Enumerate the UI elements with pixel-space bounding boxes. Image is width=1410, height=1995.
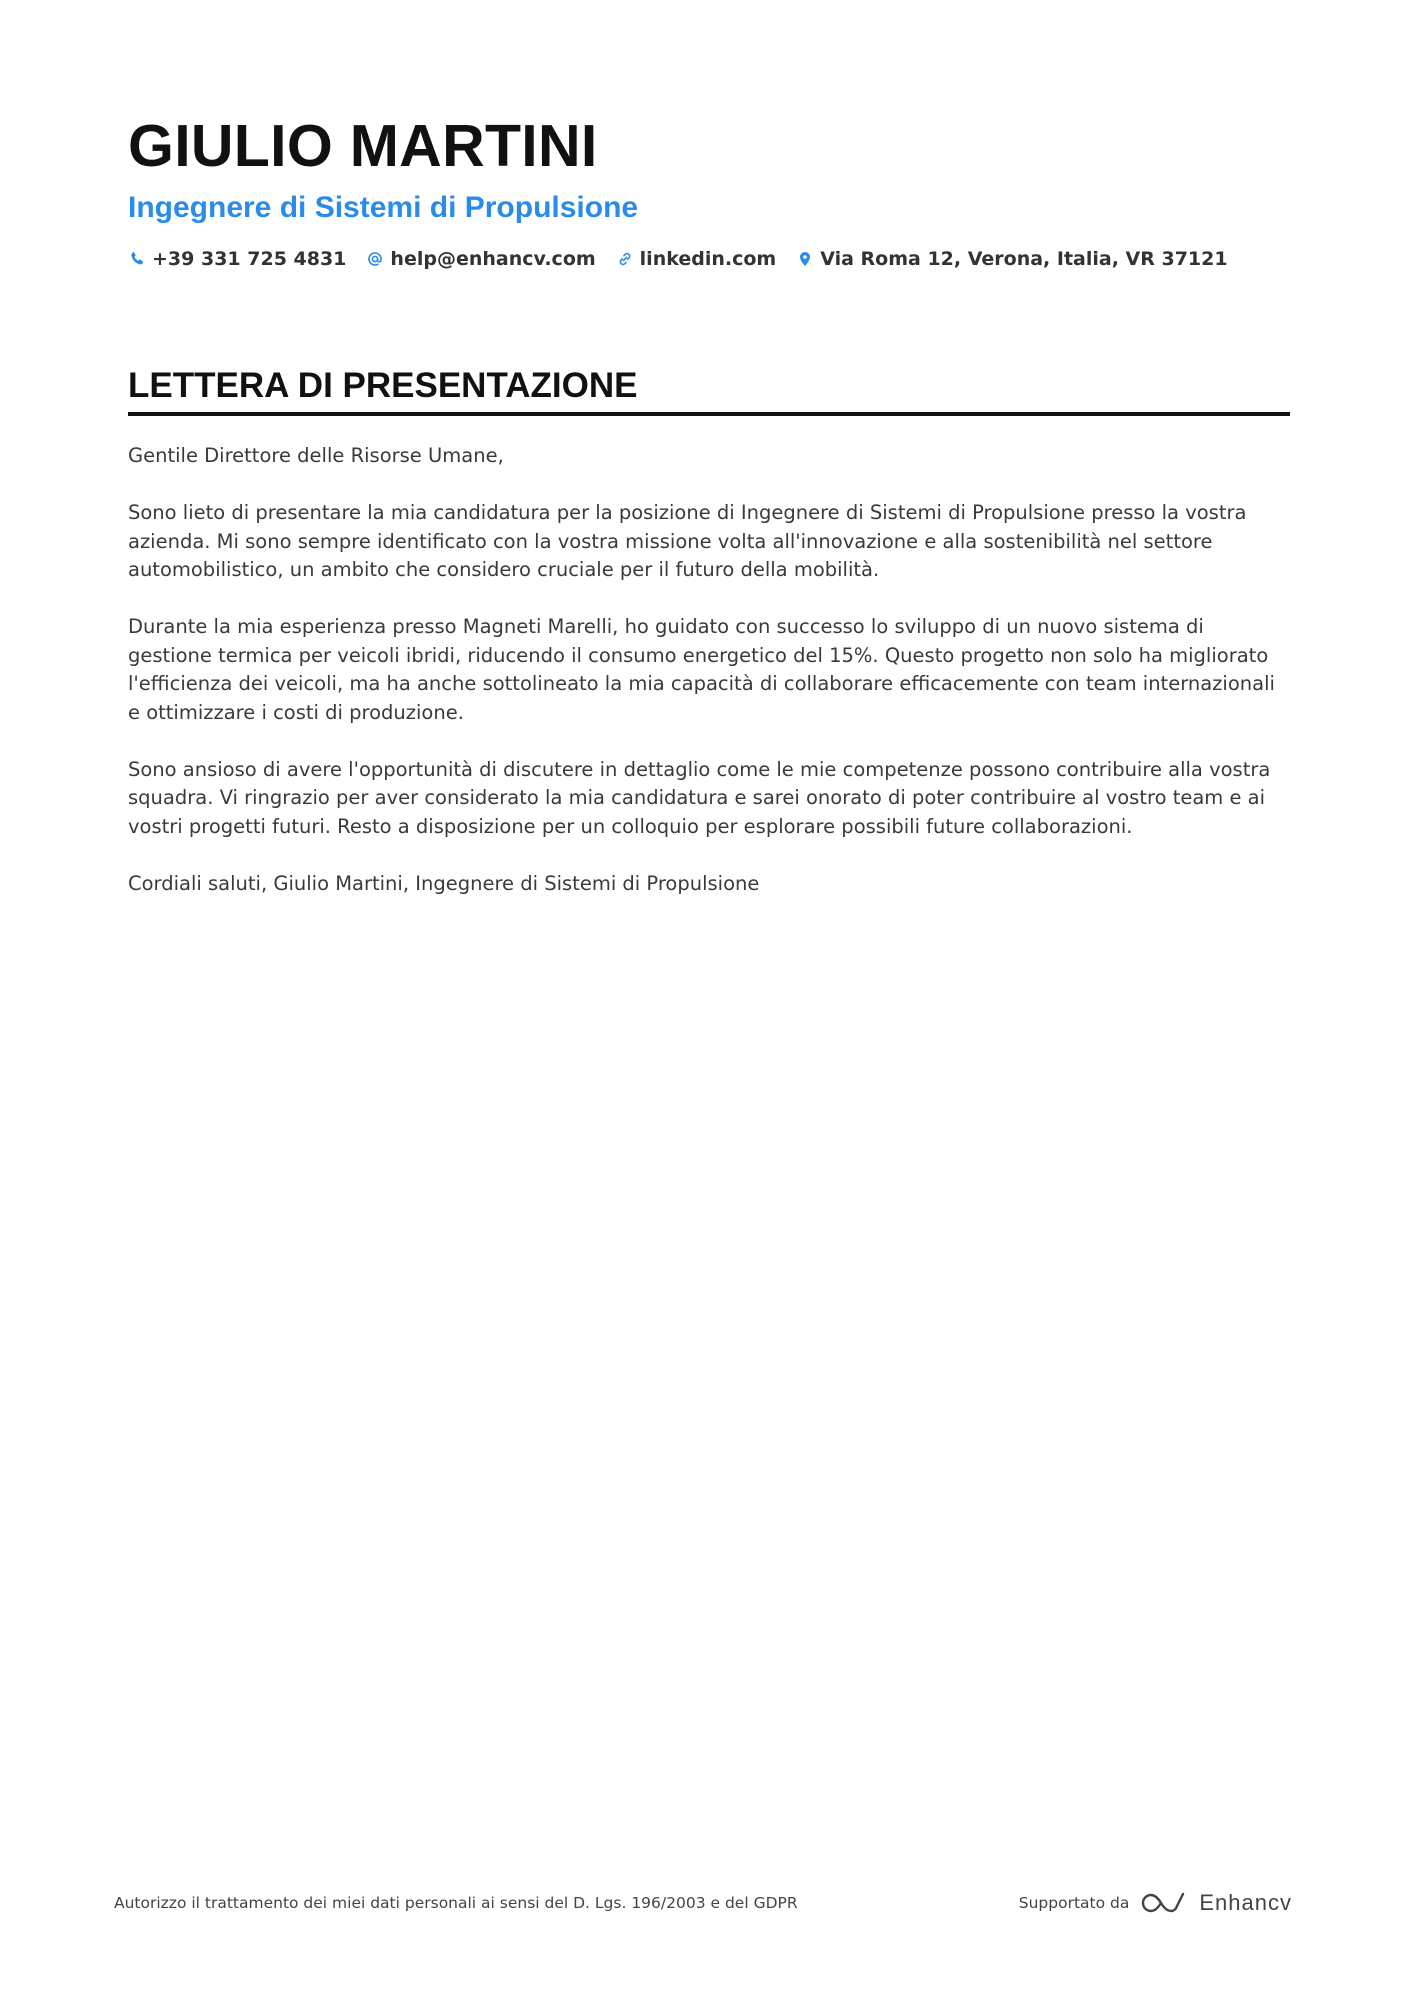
letter-paragraph: Durante la mia esperienza presso Magneti Marelli, ho guidato con successo lo sviluppo di un nuovo sistema di gestione termica per veicoli ibridi, riducendo il consumo energetico del 15%. Questo progetto non solo ha migliorato l'efficienza dei veicoli, ma ha anche sottolineato la mia capacità di collaborare efficacemente con team internazionali e ottimizzare i costi di produzione. xyxy=(128,615,1275,724)
enhancv-brand: Enhancv xyxy=(1199,1890,1292,1915)
email-address: help@enhancv.com xyxy=(390,248,596,270)
cover-letter-section xyxy=(128,364,1290,927)
letter-body xyxy=(128,442,1290,898)
powered-by-label: Supportato da xyxy=(1018,1894,1130,1912)
gdpr-consent-note: Autorizzo il trattamento dei miei dati personali ai sensi del D. Lgs. 196/2003 e del GDPR xyxy=(114,1894,798,1912)
candidate-title: Ingegnere di Sistemi di Propulsione xyxy=(128,191,639,224)
contact-phone xyxy=(128,248,346,270)
letter-paragraph: Sono ansioso di avere l'opportunità di discutere in dettaglio come le mie competenze possono contribuire alla vostra squadra. Vi ringrazio per aver considerato la mia candidatura e sarei onorato di poter contribuire al vostro team e ai vostri progetti futuri. Resto a disposizione per un colloquio per esplorare possibili future collaborazioni. xyxy=(128,757,1271,838)
address-text: Via Roma 12, Verona, Italia, VR 37121 xyxy=(820,248,1228,270)
letter-paragraph: Sono lieto di presentare la mia candidatura per la posizione di Ingegnere di Sistemi di Propulsione presso la vostra azienda. Mi sono sempre identificato con la vostra missione volta all'innovazione e alla sostenibilità nel settore automobilistico, un ambito che considero cruciale per il futuro della mobilità. xyxy=(128,501,1247,581)
contact-address xyxy=(796,248,1227,270)
enhancv-logo-icon xyxy=(1141,1890,1187,1916)
letter-closing: Cordiali saluti, Giulio Martini, Ingegnere di Sistemi di Propulsione xyxy=(128,871,760,895)
header xyxy=(128,108,1290,270)
contact-bar xyxy=(128,248,1290,270)
section-title: LETTERA DI PRESENTAZIONE xyxy=(128,364,1290,416)
at-icon xyxy=(366,250,384,268)
footer xyxy=(114,1890,1292,1916)
link-icon xyxy=(616,250,634,268)
candidate-name: GIULIO MARTINI xyxy=(128,113,598,179)
contact-email[interactable] xyxy=(366,248,595,270)
letter-greeting: Gentile Direttore delle Risorse Umane, xyxy=(128,444,504,467)
contact-linkedin[interactable] xyxy=(616,248,777,270)
powered-by[interactable] xyxy=(1019,1890,1292,1916)
location-pin-icon xyxy=(796,250,814,268)
linkedin-link: linkedin.com xyxy=(639,248,777,270)
phone-number: +39 331 725 4831 xyxy=(152,248,347,270)
phone-icon xyxy=(128,250,146,268)
